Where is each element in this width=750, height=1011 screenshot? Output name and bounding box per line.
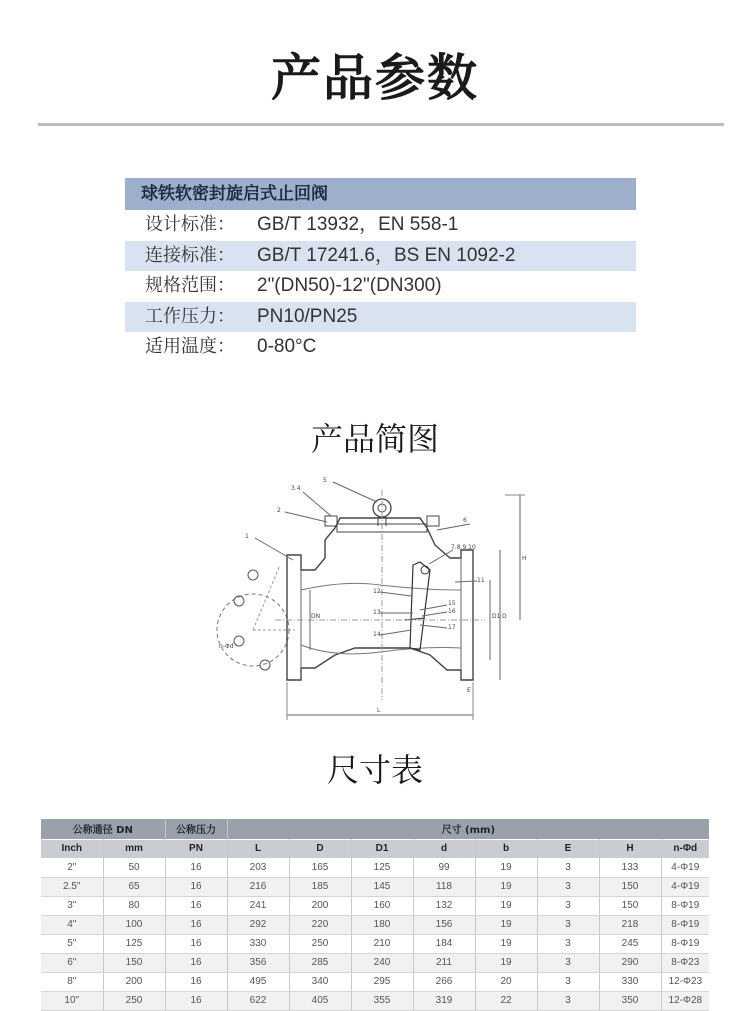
- table-cell: 150: [103, 953, 165, 972]
- column-header: Inch: [41, 839, 103, 858]
- table-cell: 356: [227, 953, 289, 972]
- table-cell: 3: [537, 991, 599, 1010]
- table-cell: 118: [413, 877, 475, 896]
- table-cell: 6": [41, 953, 103, 972]
- params-row: [125, 271, 636, 302]
- column-header: b: [475, 839, 537, 858]
- column-header: PN: [165, 839, 227, 858]
- table-cell: 12-Φ23: [661, 972, 709, 991]
- table-cell: 65: [103, 877, 165, 896]
- table-cell: 16: [165, 953, 227, 972]
- table-cell: 4-Φ19: [661, 877, 709, 896]
- table-row: [41, 915, 709, 934]
- params-header: 球铁软密封旋启式止回阀: [125, 178, 636, 210]
- table-cell: 16: [165, 896, 227, 915]
- params-table: [125, 178, 636, 363]
- params-row: [125, 241, 636, 272]
- page-title: 产品参数: [271, 49, 479, 107]
- params-row: [125, 332, 636, 363]
- table-cell: 2.5": [41, 877, 103, 896]
- table-cell: 350: [599, 991, 661, 1010]
- param-label: 设计标准：: [145, 214, 235, 235]
- table-row: [41, 991, 709, 1010]
- table-cell: 3: [537, 896, 599, 915]
- callout-label: 11: [477, 577, 485, 584]
- column-header: D1: [351, 839, 413, 858]
- param-value: GB/T 13932，EN 558-1: [257, 214, 459, 235]
- title-divider: [38, 123, 724, 126]
- table-row: [41, 953, 709, 972]
- table-cell: 216: [227, 877, 289, 896]
- dimension-label: H: [522, 555, 527, 562]
- table-cell: 211: [413, 953, 475, 972]
- dimension-label: n-Φd: [219, 643, 234, 650]
- column-header: L: [227, 839, 289, 858]
- table-cell: 622: [227, 991, 289, 1010]
- table-cell: 2": [41, 858, 103, 877]
- table-cell: 125: [103, 934, 165, 953]
- table-cell: 185: [289, 877, 351, 896]
- table-row: [41, 858, 709, 877]
- param-value: PN10/PN25: [257, 305, 358, 327]
- callout-label: 13: [373, 609, 381, 616]
- table-cell: 50: [103, 858, 165, 877]
- table-cell: 184: [413, 934, 475, 953]
- table-cell: 3: [537, 934, 599, 953]
- param-value: 2"(DN50)-12"(DN300): [257, 275, 442, 296]
- table-cell: 16: [165, 991, 227, 1010]
- table-row: [41, 877, 709, 896]
- column-header: d: [413, 839, 475, 858]
- callout-label: 6: [463, 517, 467, 524]
- table-cell: 125: [351, 858, 413, 877]
- table-cell: 10": [41, 991, 103, 1010]
- table-cell: 156: [413, 915, 475, 934]
- table-cell: 8-Φ19: [661, 896, 709, 915]
- table-cell: 99: [413, 858, 475, 877]
- table-cell: 250: [289, 934, 351, 953]
- callout-label: 15: [448, 600, 456, 607]
- table-cell: 330: [227, 934, 289, 953]
- param-value: GB/T 17241.6，BS EN 1092-2: [257, 244, 516, 266]
- table-cell: 8-Φ19: [661, 915, 709, 934]
- param-label: 适用温度：: [145, 336, 235, 357]
- table-cell: 218: [599, 915, 661, 934]
- table-row: [41, 896, 709, 915]
- dimension-label: L: [377, 707, 381, 714]
- param-label: 连接标准：: [145, 244, 235, 266]
- table-cell: 340: [289, 972, 351, 991]
- table-cell: 3": [41, 896, 103, 915]
- table-cell: 100: [103, 915, 165, 934]
- table-cell: 3: [537, 972, 599, 991]
- table-cell: 145: [351, 877, 413, 896]
- table-cell: 203: [227, 858, 289, 877]
- table-cell: 19: [475, 934, 537, 953]
- param-value: 0-80°C: [257, 336, 317, 357]
- table-cell: 8-Φ23: [661, 953, 709, 972]
- table-cell: 16: [165, 934, 227, 953]
- table-cell: 292: [227, 915, 289, 934]
- drawing-title: 产品简图: [310, 420, 439, 458]
- callout-label: 5: [323, 477, 327, 484]
- table-row: [41, 934, 709, 953]
- callout-label: 14: [373, 631, 381, 638]
- column-header: mm: [103, 839, 165, 858]
- table-cell: 19: [475, 858, 537, 877]
- callout-label: 17: [448, 624, 456, 631]
- callout-label: 16: [448, 608, 456, 615]
- table-cell: 22: [475, 991, 537, 1010]
- table-cell: 200: [103, 972, 165, 991]
- table-cell: 3: [537, 877, 599, 896]
- table-cell: 160: [351, 896, 413, 915]
- table-cell: 16: [165, 877, 227, 896]
- table-cell: 220: [289, 915, 351, 934]
- dimension-label: DN: [311, 613, 321, 620]
- table-cell: 16: [165, 915, 227, 934]
- table-cell: 355: [351, 991, 413, 1010]
- callout-label: 2: [277, 507, 281, 514]
- table-cell: 80: [103, 896, 165, 915]
- column-header: E: [537, 839, 599, 858]
- table-cell: 8": [41, 972, 103, 991]
- table-cell: 4-Φ19: [661, 858, 709, 877]
- dimension-label: D1: [492, 613, 501, 620]
- group-header-pn: 公称压力: [165, 819, 227, 839]
- table-cell: 12-Φ28: [661, 991, 709, 1010]
- column-header: H: [599, 839, 661, 858]
- table-cell: 266: [413, 972, 475, 991]
- dimension-label: E: [467, 687, 471, 694]
- table-cell: 19: [475, 953, 537, 972]
- callout-label: 7.8.9.10: [451, 544, 476, 551]
- callout-label: 12: [373, 588, 381, 595]
- table-cell: 241: [227, 896, 289, 915]
- valve-drawing: [215, 470, 535, 725]
- table-cell: 16: [165, 972, 227, 991]
- param-label: 规格范围：: [145, 275, 235, 296]
- table-cell: 285: [289, 953, 351, 972]
- table-cell: 330: [599, 972, 661, 991]
- column-header: D: [289, 839, 351, 858]
- group-header-dn: 公称通径 DN: [41, 819, 165, 839]
- table-cell: 245: [599, 934, 661, 953]
- table-cell: 20: [475, 972, 537, 991]
- table-row: [41, 972, 709, 991]
- table-cell: 3: [537, 953, 599, 972]
- table-cell: 3: [537, 915, 599, 934]
- table-cell: 165: [289, 858, 351, 877]
- table-cell: 132: [413, 896, 475, 915]
- table-cell: 4": [41, 915, 103, 934]
- table-cell: 290: [599, 953, 661, 972]
- table-cell: 19: [475, 877, 537, 896]
- table-cell: 8-Φ19: [661, 934, 709, 953]
- group-header-size: 尺寸 (mm): [227, 819, 709, 839]
- callout-label: 1: [245, 533, 249, 540]
- dimension-table: [41, 819, 709, 1011]
- dims-title: 尺寸表: [326, 751, 423, 789]
- table-cell: 495: [227, 972, 289, 991]
- table-cell: 3: [537, 858, 599, 877]
- table-cell: 295: [351, 972, 413, 991]
- dimension-label: D: [502, 613, 507, 620]
- table-cell: 180: [351, 915, 413, 934]
- table-cell: 319: [413, 991, 475, 1010]
- table-cell: 250: [103, 991, 165, 1010]
- table-cell: 19: [475, 915, 537, 934]
- table-cell: 240: [351, 953, 413, 972]
- table-cell: 405: [289, 991, 351, 1010]
- table-cell: 16: [165, 858, 227, 877]
- column-header: n-Φd: [661, 839, 709, 858]
- table-cell: 210: [351, 934, 413, 953]
- table-cell: 150: [599, 877, 661, 896]
- param-label: 工作压力：: [145, 305, 235, 327]
- params-row: [125, 302, 636, 333]
- table-cell: 133: [599, 858, 661, 877]
- params-row: [125, 210, 636, 241]
- callout-label: 3.4: [291, 485, 301, 492]
- table-cell: 19: [475, 896, 537, 915]
- table-cell: 200: [289, 896, 351, 915]
- table-cell: 5": [41, 934, 103, 953]
- table-cell: 150: [599, 896, 661, 915]
